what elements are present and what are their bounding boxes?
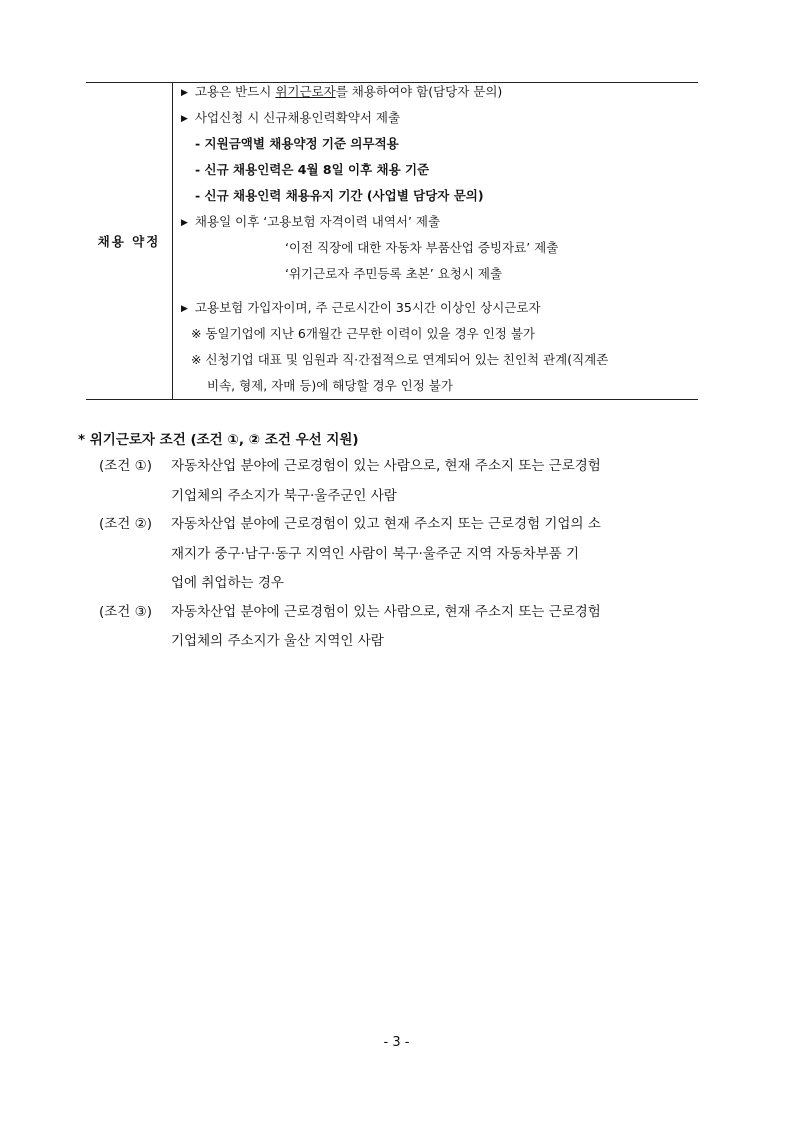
hiring-agreement-table: [86, 82, 698, 400]
condition-tag: (조건 ②): [99, 516, 153, 532]
line-text: 고용보험 가입자이며, 주 근로시간이 35시간 이상인 상시근로자: [194, 300, 541, 315]
condition-line: 자동차산업 분야에 근로경험이 있는 사람으로, 현재 주소지 또는 근로경험: [171, 604, 601, 620]
underlined-term: 위기근로자: [275, 84, 336, 99]
table-line: ‘위기근로자 주민등록 초본’ 요청시 제출: [285, 266, 503, 281]
table-label: 채용 약정: [86, 83, 173, 399]
table-body: [173, 83, 698, 399]
condition-tag: (조건 ①): [99, 458, 153, 474]
section-title: * 위기근로자 조건 (조건 ①, ② 조건 우선 지원): [78, 432, 359, 448]
condition-line: 업에 취업하는 경우: [171, 575, 284, 591]
table-line: [181, 84, 502, 101]
condition-line: 재지가 중구·남구·동구 지역인 사람이 북구·울주군 지역 자동차부품 기: [171, 546, 580, 562]
condition-tag: (조건 ③): [99, 604, 153, 620]
bullet-triangle-icon: ▶: [181, 88, 188, 98]
table-line: [181, 110, 400, 127]
line-text: 고용은 반드시: [194, 84, 276, 99]
table-line: ‘이전 직장에 대한 자동차 부품산업 증빙자료’ 제출: [285, 240, 559, 255]
condition-line: 자동차산업 분야에 근로경험이 있는 사람으로, 현재 주소지 또는 근로경험: [171, 458, 601, 474]
table-line: ※ 신청기업 대표 및 임원과 직·간접적으로 연계되어 있는 친인척 관계(직계존: [191, 352, 609, 367]
line-text: 사업신청 시 신규채용인력확약서 제출: [194, 110, 401, 125]
condition-line: 기업체의 주소지가 울산 지역인 사람: [171, 633, 384, 649]
condition-line: 기업체의 주소지가 북구·울주군인 사람: [171, 488, 397, 504]
table-line: - 신규 채용인력은 4월 8일 이후 채용 기준: [195, 162, 430, 177]
table-line: [181, 300, 541, 317]
line-text: 채용일 이후 ‘고용보험 자격이력 내역서’ 제출: [194, 214, 441, 229]
page-number: - 3 -: [383, 1035, 410, 1050]
table-line: [181, 214, 440, 231]
bullet-triangle-icon: ▶: [181, 114, 188, 124]
table-line: ※ 동일기업에 지난 6개월간 근무한 이력이 있을 경우 인정 불가: [191, 326, 535, 341]
line-text: 를 채용하여야 함(담당자 문의): [335, 84, 503, 99]
table-line: - 지원금액별 채용약정 기준 의무적용: [195, 136, 399, 151]
bullet-triangle-icon: ▶: [181, 304, 188, 314]
table-line: 비속, 형제, 자매 등)에 해당할 경우 인정 불가: [207, 378, 453, 393]
table-line: - 신규 채용인력 채용유지 기간 (사업별 담당자 문의): [195, 188, 484, 203]
bullet-triangle-icon: ▶: [181, 218, 188, 228]
condition-line: 자동차산업 분야에 근로경험이 있고 현재 주소지 또는 근로경험 기업의 소: [171, 516, 601, 532]
